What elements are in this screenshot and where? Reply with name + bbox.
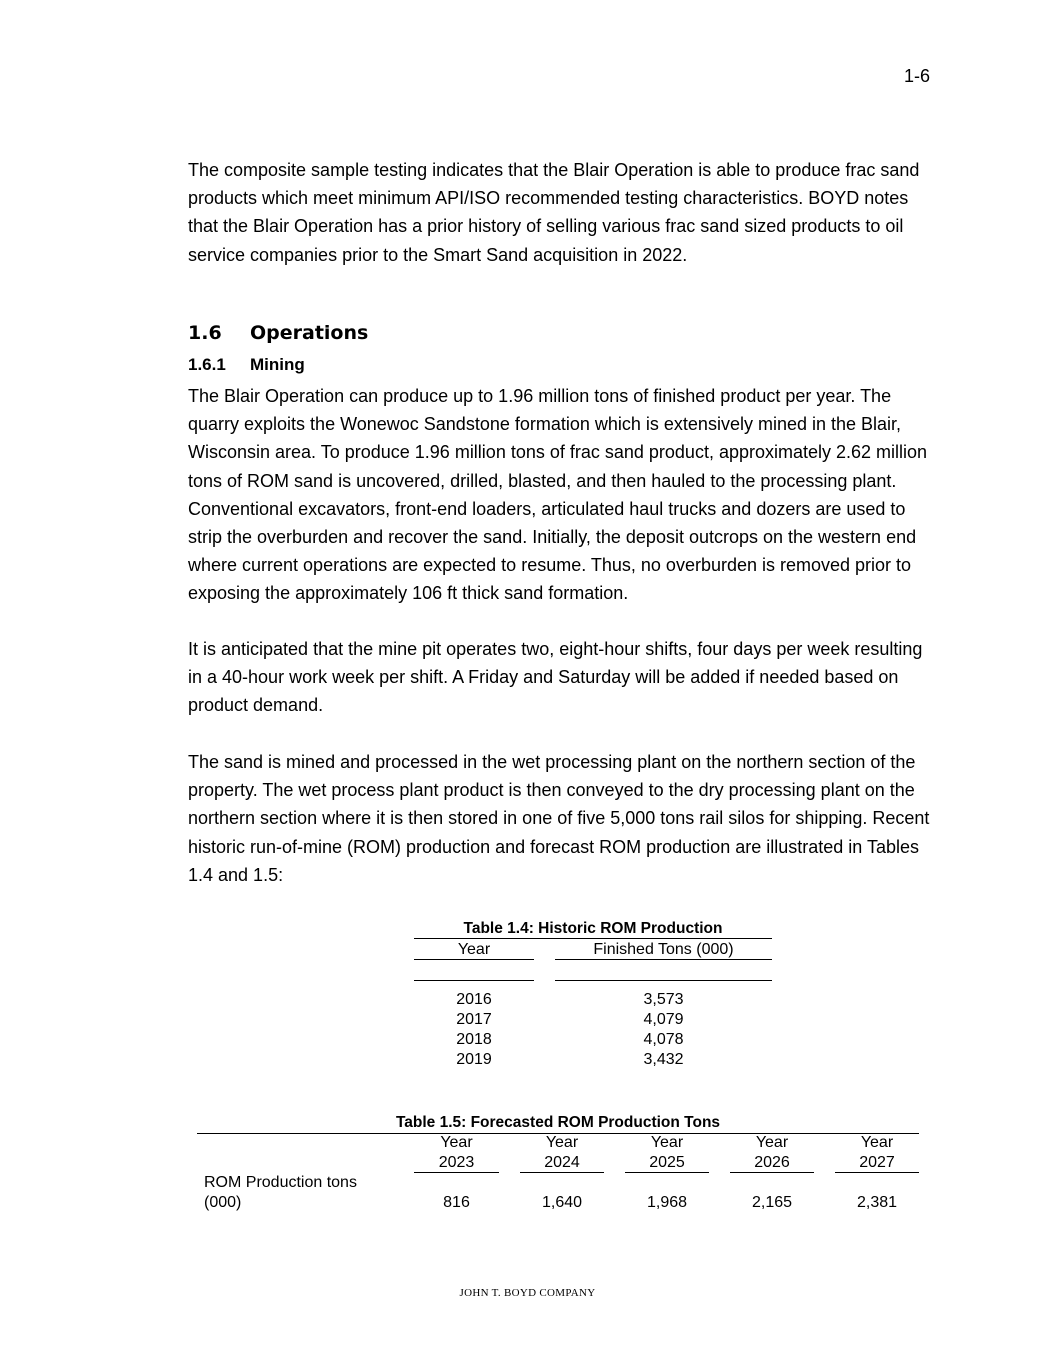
table-1-5-value: 2,381 (856, 1194, 898, 1211)
table-1-5-header-rule (520, 1172, 604, 1173)
paragraph-composite-testing: The composite sample testing indicates that the Blair Operation is able to produce frac sand products which meet minimum API/ISO recommended testing characteristics. BOYD notes that the Blair Operation has a prior history of selling various frac sand sized products to oil service companies prior to the Smart Sand acquisition in 2022. (188, 160, 920, 265)
table-1-5-value: 2,165 (751, 1194, 793, 1211)
table-1-5-value: 816 (443, 1194, 470, 1211)
table-1-5-header-year: 2024 (544, 1154, 580, 1171)
subsection-title: Mining (250, 355, 305, 374)
table-row-tons: 3,432 (643, 1051, 684, 1068)
table-row-year: 2016 (456, 991, 492, 1008)
table-1-5-header-year: 2025 (649, 1154, 685, 1171)
paragraph-mining: The Blair Operation can produce up to 1.96 million tons of finished product per year. The quarry exploits the Wonewoc Sandstone formation which is extensively mined in the Blair, Wisconsin area. To produce 1.96 million tons of frac sand product, approximately 2.62 million tons of ROM sand is uncovered, drilled, blasted, and then hauled to the processing plant. Conventional excavators, front-end loaders, articulated haul trucks and dozers are used to strip the overburden and recover the sand. Initially, the deposit outcrops on the western end where current operations are expected to resume. Thus, no overburden is removed prior to exposing the approximately 106 ft thick sand formation. (188, 386, 928, 604)
table-1-5-row-label-unit: (000) (204, 1194, 242, 1211)
table-1-5-header-rule (625, 1172, 709, 1173)
table-1-5-header-year: 2027 (859, 1154, 895, 1171)
table-row-year: 2019 (456, 1051, 492, 1068)
table-row-year: 2017 (456, 1011, 492, 1028)
table-row-tons: 4,079 (643, 1011, 684, 1028)
table-1-4-caption: Table 1.4: Historic ROM Production (463, 920, 723, 937)
table-1-5-header-year-label: Year (860, 1134, 894, 1151)
table-1-4-header-tons: Finished Tons (000) (593, 941, 734, 958)
section-number: 1.6 (188, 322, 222, 344)
section-title: Operations (250, 322, 369, 344)
table-1-5-header-year-label: Year (545, 1134, 579, 1151)
table-1-5-header-year-label: Year (755, 1134, 789, 1151)
subsection-number: 1.6.1 (188, 355, 226, 374)
paragraph-shifts: It is anticipated that the mine pit operates two, eight-hour shifts, four days per week resulting in a 40-hour work week per shift. A Friday and Saturday will be added if needed based on product demand. (188, 639, 923, 716)
table-1-4-sub-rule-tons (555, 980, 772, 981)
table-1-5-header-rule (414, 1172, 499, 1173)
table-1-5-header-rule (730, 1172, 814, 1173)
table-1-4-header-year: Year (457, 941, 491, 958)
table-1-5-caption: Table 1.5: Forecasted ROM Production Tons (395, 1114, 721, 1131)
table-1-5-header-year-label: Year (650, 1134, 684, 1151)
table-1-5-header-year: 2023 (438, 1154, 475, 1171)
table-1-5-header-year-label: Year (440, 1134, 473, 1151)
page-number: 1-6 (903, 66, 930, 86)
table-1-5-value: 1,640 (541, 1194, 583, 1211)
section-heading (188, 322, 368, 344)
table-1-5-value: 1,968 (646, 1194, 688, 1211)
table-1-5-header-rule (835, 1172, 919, 1173)
table-row-tons: 3,573 (643, 991, 684, 1008)
table-1-4-sub-rule-year (414, 980, 534, 981)
table-row-year: 2018 (456, 1031, 492, 1048)
table-1-4-top-rule (414, 938, 772, 939)
table-1-4-header-rule-tons (555, 959, 772, 960)
paragraph-processing: The sand is mined and processed in the wet processing plant on the northern section of the property. The wet process plant product is then conveyed to the dry processing plant on the northern section where it is then stored in one of five 5,000 tons rail silos for shipping. Recent historic run-of-mine (ROM) production and forecast ROM production are illustrated in Tables 1.4 and 1.5: (188, 752, 930, 885)
table-row-tons: 4,078 (643, 1031, 684, 1048)
table-1-5-header-year: 2026 (754, 1154, 790, 1171)
subsection-heading (188, 355, 305, 375)
table-1-4-header-rule-year (414, 959, 534, 960)
company-footer: JOHN T. BOYD COMPANY (459, 1287, 596, 1299)
table-1-5-row-label: ROM Production tons (204, 1174, 357, 1191)
